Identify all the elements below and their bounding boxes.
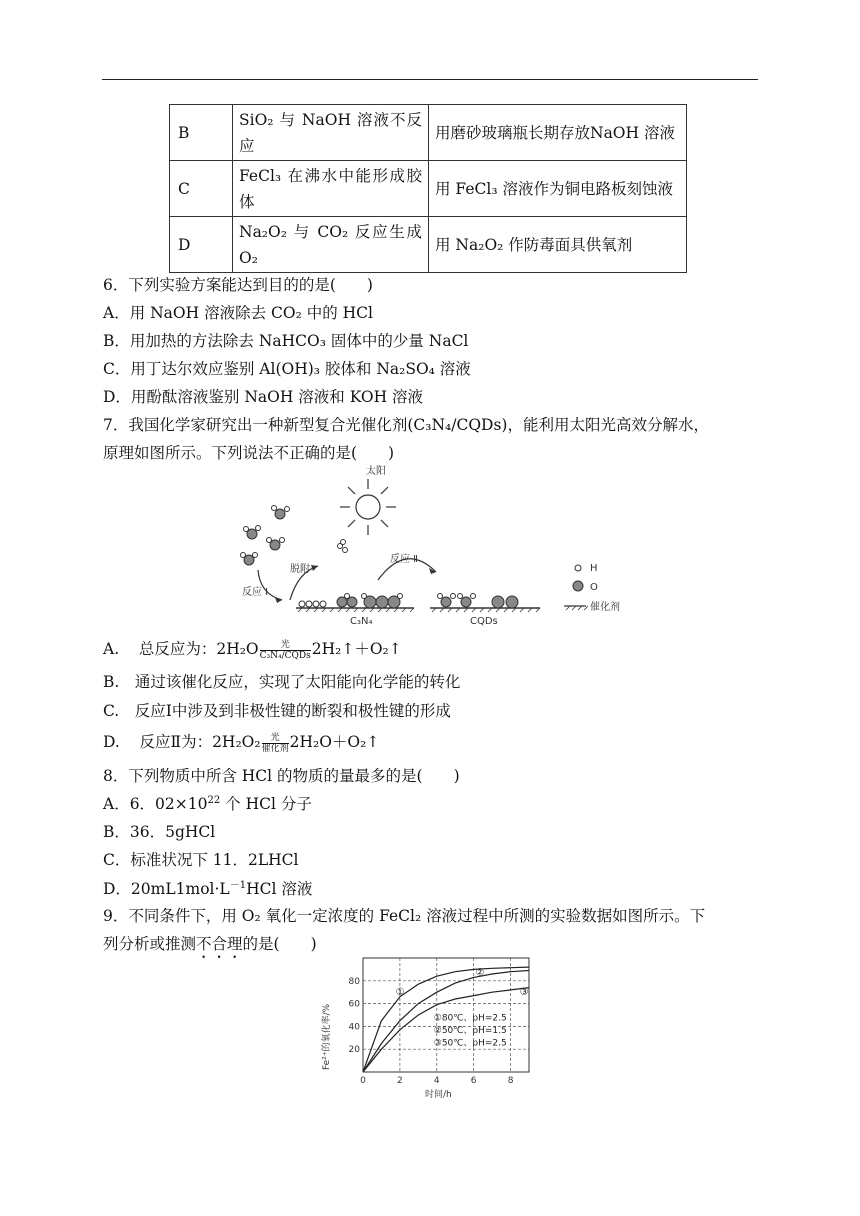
sun-icon bbox=[340, 479, 396, 535]
table-row bbox=[170, 105, 687, 161]
q7-stem-line2: 原理如图所示。下列说法不正确的是( ) bbox=[103, 444, 395, 462]
q7-stem-line1: 7．我国化学家研究出一种新型复合光催化剂(C₃N₄/CQDs)，能利用太阳光高效分解水， bbox=[103, 416, 709, 434]
chart-xlabel: 时间/h bbox=[425, 1090, 452, 1100]
q9-stem-line1: 9．不同条件下，用 O₂ 氧化一定浓度的 FeCl₂ 溶液过程中所测的实验数据如图所示。下 bbox=[103, 907, 706, 925]
oxidation-rate-chart bbox=[315, 952, 545, 1100]
row-letter: C bbox=[170, 161, 233, 217]
legend-h-label: H bbox=[590, 563, 598, 574]
q8-option-c: C．标准状况下 11．2LHCl bbox=[103, 851, 299, 869]
q7-option-b: B. 通过该催化反应，实现了太阳能向化学能的转化 bbox=[103, 673, 461, 691]
q8-option-a-rest: 个 HCl 分子 bbox=[220, 795, 312, 813]
q8-option-a-exponent: 22 bbox=[207, 794, 221, 806]
reaction1-arrowhead bbox=[275, 597, 282, 603]
reaction1-label: 反应 Ⅰ bbox=[242, 587, 269, 598]
legend-entry: ②50℃、pH=1.5 bbox=[433, 1026, 507, 1037]
header-rule bbox=[102, 79, 758, 80]
row-letter: B bbox=[170, 105, 233, 161]
q7-option-d bbox=[103, 730, 379, 754]
sun-label: 太阳 bbox=[366, 466, 386, 477]
q8-option-b: B．36．5gHCl bbox=[103, 823, 216, 841]
desorb-label: 脱附 bbox=[290, 564, 310, 575]
row-application: 用磨砂玻璃瓶长期存放NaOH 溶液 bbox=[429, 105, 687, 161]
water-molecule bbox=[244, 526, 261, 540]
row-fact: SiO₂ 与 NaOH 溶液不反应 bbox=[233, 105, 429, 161]
condition-under: 催化剂 bbox=[261, 743, 289, 754]
q9-emphasis: 不合理 bbox=[196, 935, 243, 953]
y-tick-label: 40 bbox=[348, 1022, 360, 1033]
row-application: 用 FeCl₃ 溶液作为铜电路板刻蚀液 bbox=[429, 161, 687, 217]
legend-entry: ③50℃、pH=2.5 bbox=[433, 1038, 507, 1049]
y-tick-label: 60 bbox=[348, 999, 360, 1010]
x-tick-label: 2 bbox=[397, 1076, 403, 1086]
q6-option-c: C．用丁达尔效应鉴别 Al(OH)₃ 胶体和 Na₂SO₄ 溶液 bbox=[103, 360, 471, 378]
series-marker-label: ③ bbox=[519, 986, 529, 998]
x-tick-label: 6 bbox=[470, 1076, 477, 1086]
chart-legend bbox=[434, 1014, 507, 1049]
series-marker-label: ② bbox=[475, 967, 485, 979]
legend-h-icon bbox=[575, 565, 581, 571]
chart-ylabel: Fe²⁺的氧化率/% bbox=[322, 1003, 332, 1070]
q7-option-a-lhs: 总反应为：2H₂O bbox=[138, 640, 259, 658]
q6-stem: 6．下列实验方案能达到目的的是( ) bbox=[103, 276, 373, 294]
row-letter: D bbox=[170, 217, 233, 273]
c3n4-label: C₃N₄ bbox=[350, 616, 373, 627]
row-fact: Na₂O₂ 与 CO₂ 反应生成 O₂ bbox=[233, 217, 429, 273]
row-fact: FeCl₃ 在沸水中能形成胶体 bbox=[233, 161, 429, 217]
q9-stem-text: 列分析或推测 bbox=[103, 935, 197, 953]
x-tick-label: 8 bbox=[507, 1076, 514, 1086]
legend-catalyst-label: 催化剂 bbox=[590, 602, 620, 613]
reaction2-label: 反应 Ⅱ bbox=[390, 554, 419, 565]
x-tick-label: 0 bbox=[360, 1076, 366, 1086]
q8-option-d-exponent: －1 bbox=[229, 880, 247, 891]
series-marker-label: ① bbox=[395, 986, 405, 998]
y-tick-label: 20 bbox=[348, 1045, 360, 1056]
q8-stem: 8．下列物质中所含 HCl 的物质的量最多的是( ) bbox=[103, 767, 460, 785]
y-tick-label: 80 bbox=[348, 976, 360, 987]
legend-catalyst-icon bbox=[564, 606, 588, 610]
row-application: 用 Na₂O₂ 作防毒面具供氧剂 bbox=[429, 217, 687, 273]
options-table bbox=[169, 104, 687, 273]
legend-o-icon bbox=[573, 581, 583, 591]
q7-option-d-lhs: 反应Ⅱ为：2H₂O₂ bbox=[139, 733, 261, 751]
water-molecule bbox=[267, 538, 285, 551]
condition-over: 光 bbox=[270, 732, 280, 743]
reaction-condition bbox=[260, 640, 311, 661]
legend-entry: ①80℃、pH=2.5 bbox=[433, 1013, 507, 1024]
q6-option-b: B．用加热的方法除去 NaHCO₃ 固体中的少量 NaCl bbox=[103, 332, 469, 350]
photocatalysis-diagram bbox=[230, 462, 650, 627]
q9-stem-line2 bbox=[103, 932, 317, 962]
reaction-condition bbox=[262, 733, 289, 754]
q8-option-d-rest: HCl 溶液 bbox=[246, 880, 313, 899]
q7-option-a bbox=[103, 637, 402, 661]
q9-stem-rest: 的是( ) bbox=[242, 935, 317, 953]
q7-option-d-label: D. bbox=[103, 733, 120, 751]
q7-option-c: C. 反应Ⅰ中涉及到非极性键的断裂和极性键的形成 bbox=[103, 702, 451, 720]
adsorbed-atoms bbox=[299, 594, 403, 609]
table-row bbox=[170, 217, 687, 273]
q7-option-a-rhs: 2H₂↑＋O₂↑ bbox=[311, 640, 402, 658]
cqds-atoms bbox=[438, 594, 519, 609]
condition-over: 光 bbox=[280, 639, 290, 650]
x-tick-label: 4 bbox=[433, 1076, 440, 1086]
table-row bbox=[170, 161, 687, 217]
q8-option-a bbox=[103, 792, 312, 814]
hydrogen-molecule bbox=[338, 540, 348, 553]
cqds-label: CQDs bbox=[470, 616, 498, 627]
q8-option-d bbox=[103, 876, 312, 899]
desorb-arrowhead bbox=[311, 565, 318, 571]
water-molecule bbox=[272, 506, 290, 520]
water-molecule bbox=[241, 553, 258, 566]
q7-option-a-label: A. bbox=[103, 640, 120, 658]
q8-option-a-text: A．6．02×10 bbox=[103, 795, 208, 813]
q6-option-a: A．用 NaOH 溶液除去 CO₂ 中的 HCl bbox=[103, 304, 373, 322]
legend-o-label: O bbox=[590, 582, 598, 593]
q8-option-d-text: D．20mL1mol·L bbox=[103, 880, 230, 899]
condition-under: C₃N₄/CQDs bbox=[259, 650, 311, 661]
q7-option-d-rhs: 2H₂O＋O₂↑ bbox=[289, 733, 380, 751]
q6-option-d: D．用酚酞溶液鉴别 NaOH 溶液和 KOH 溶液 bbox=[103, 388, 424, 406]
